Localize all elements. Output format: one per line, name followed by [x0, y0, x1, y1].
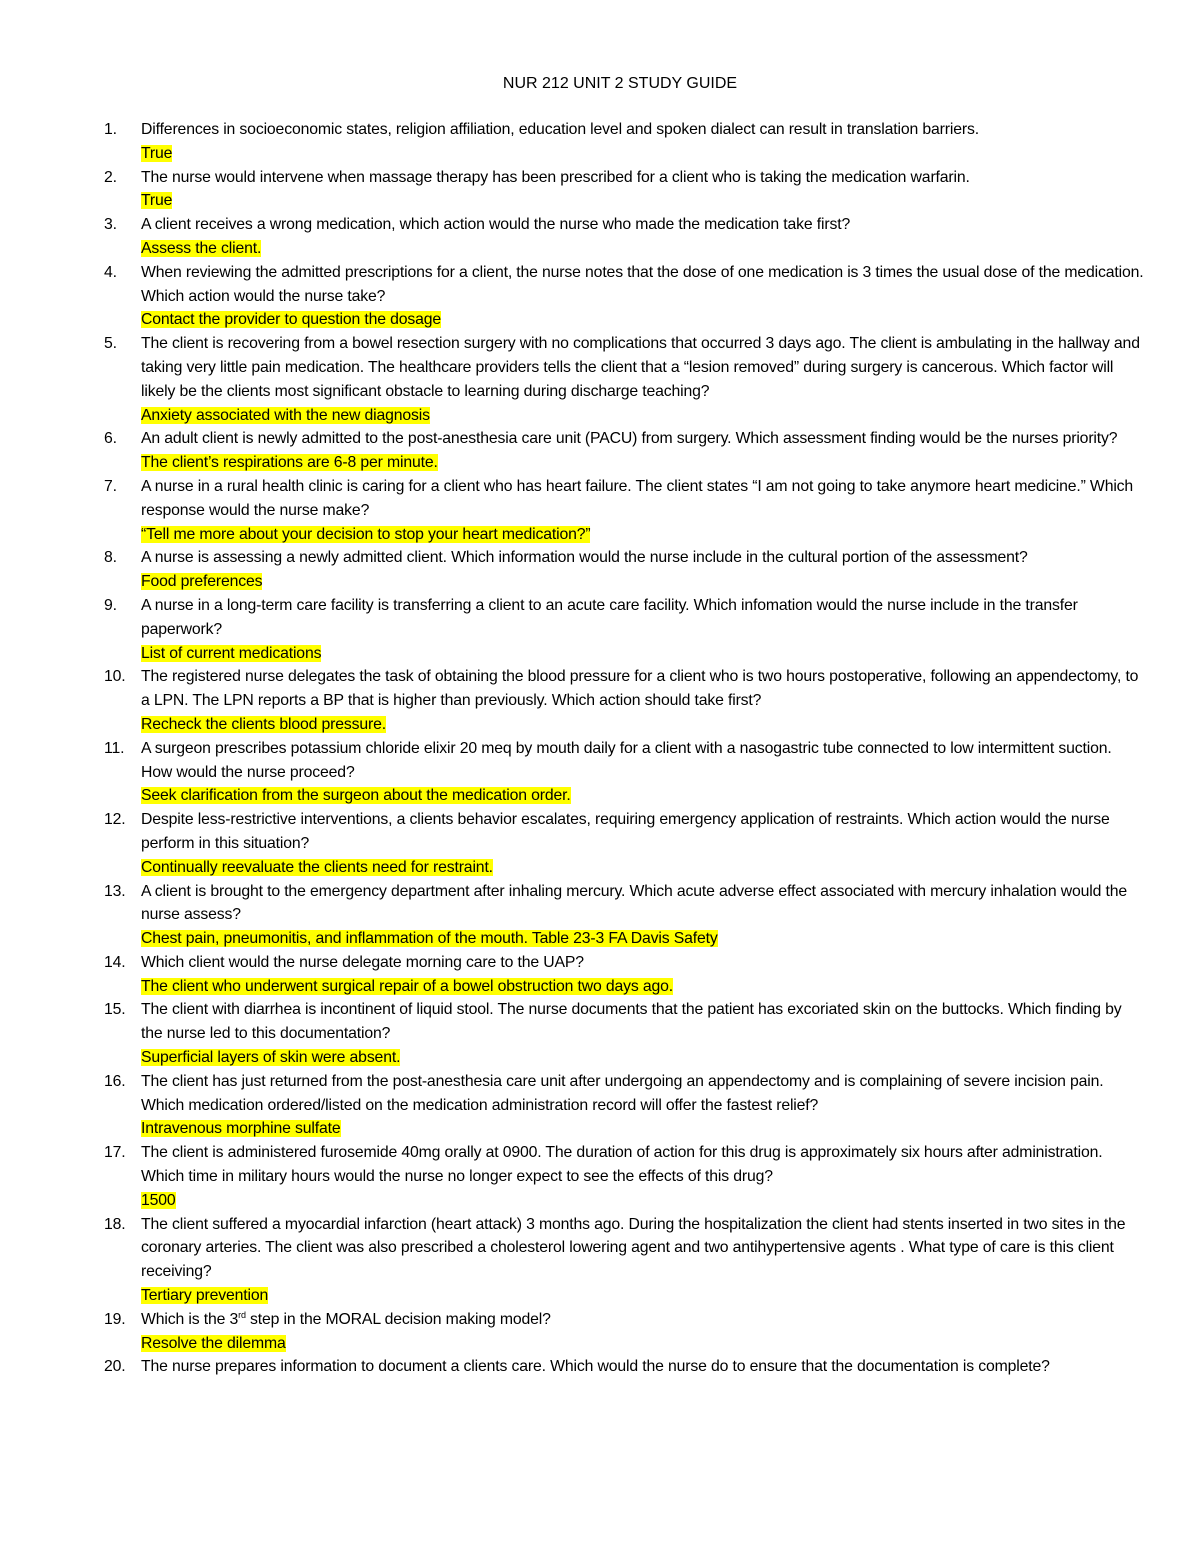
highlighted-answer: Recheck the clients blood pressure. [141, 715, 387, 733]
item-number: 4. [104, 263, 117, 281]
list-item [104, 1308, 1144, 1356]
list-item [104, 594, 1144, 665]
highlighted-answer: Chest pain, pneumonitis, and inflammation of the mouth. Table 23-3 FA Davis Safety [141, 930, 718, 948]
question-text: Which client would the nurse delegate morning care to the UAP? [141, 953, 584, 971]
list-item [104, 475, 1144, 546]
highlighted-answer: 1500 [141, 1191, 176, 1209]
list-item [104, 998, 1144, 1069]
item-number: 9. [104, 596, 117, 614]
list-item [104, 166, 1144, 214]
list-item [104, 118, 1144, 166]
question-text: The client with diarrhea is incontinent of liquid stool. The nurse documents that the patient has excoriated skin on the buttocks. Which finding by the nurse led to this documentation? [141, 1001, 1122, 1043]
item-number: 13. [104, 882, 126, 900]
highlighted-answer: Intravenous morphine sulfate [141, 1120, 341, 1138]
question-text: The client is recovering from a bowel resection surgery with no complications that occurred 3 days ago. The client is ambulating in the hallway and taking very little pain medication. The healthcare providers tells the client that a “lesion removed” during surgery is cancerous. Which factor will likely be the clients most significant obstacle to learning during discharge teaching? [141, 335, 1140, 400]
item-number: 18. [104, 1215, 126, 1233]
list-item [104, 427, 1144, 475]
item-number: 17. [104, 1144, 126, 1162]
highlighted-answer: Assess the client. [141, 239, 262, 257]
question-text: A nurse is assessing a newly admitted client. Which information would the nurse include in the cultural portion of the assessment? [141, 549, 1028, 567]
question-text [141, 1308, 1144, 1332]
item-number: 3. [104, 216, 117, 234]
highlighted-answer: Superficial layers of skin were absent. [141, 1049, 401, 1067]
question-text: The nurse would intervene when massage therapy has been prescribed for a client who is taking the medication warfarin. [141, 168, 970, 186]
list-item [104, 261, 1144, 332]
highlighted-answer: Contact the provider to question the dosage [141, 311, 442, 329]
item-number: 1. [104, 121, 117, 138]
highlighted-answer: The client’s respirations are 6-8 per minute. [141, 454, 438, 472]
item-number: 16. [104, 1072, 126, 1090]
question-text: The nurse prepares information to document a clients care. Which would the nurse do to ensure that the documentation is complete? [141, 1358, 1050, 1376]
ordinal-superscript: rd [238, 1309, 246, 1320]
list-item [104, 1213, 1144, 1308]
list-item [104, 737, 1144, 808]
question-list [104, 118, 1144, 1379]
highlighted-answer: Food preferences [141, 573, 263, 591]
list-item [104, 1070, 1144, 1141]
question-text: The client is administered furosemide 40mg orally at 0900. The duration of action for this drug is approximately six hours after administration. Which time in military hours would the nurse no longer expect to see the effects of this drug? [141, 1144, 1103, 1186]
item-number: 10. [104, 668, 126, 686]
highlighted-answer: True [141, 144, 173, 162]
item-number: 12. [104, 811, 126, 829]
question-text-end: step in the MORAL decision making model? [245, 1310, 551, 1328]
question-text: Differences in socioeconomic states, religion affiliation, education level and spoken dialect can result in translation barriers. [141, 121, 979, 138]
highlighted-answer: Tertiary prevention [141, 1287, 269, 1305]
question-text: A client is brought to the emergency department after inhaling mercury. Which acute adverse effect associated with mercury inhalation would the nurse assess? [141, 882, 1127, 924]
highlighted-answer: Continually reevaluate the clients need for restraint. [141, 858, 493, 876]
list-item [104, 665, 1144, 736]
item-number: 19. [104, 1310, 126, 1328]
question-text: An adult client is newly admitted to the post-anesthesia care unit (PACU) from surgery. Which assessment finding would be the nurses priority? [141, 430, 1118, 448]
list-item [104, 880, 1144, 951]
question-text: When reviewing the admitted prescriptions for a client, the nurse notes that the dose of one medication is 3 times the usual dose of the medication. Which action would the nurse take? [141, 263, 1144, 305]
item-number: 8. [104, 549, 117, 567]
item-number: 6. [104, 430, 117, 448]
question-text: A nurse in a long-term care facility is transferring a client to an acute care facility. Which infomation would the nurse include in the transfer paperwork? [141, 596, 1078, 638]
item-number: 15. [104, 1001, 126, 1019]
question-text: A client receives a wrong medication, which action would the nurse who made the medication take first? [141, 216, 851, 234]
list-item [104, 1141, 1144, 1212]
item-number: 2. [104, 168, 117, 186]
question-text: The registered nurse delegates the task of obtaining the blood pressure for a client who is two hours postoperative, following an appendectomy, to a LPN. The LPN reports a BP that is higher than previously. Which action should take first? [141, 668, 1139, 710]
list-item [104, 951, 1144, 999]
question-text: The client suffered a myocardial infarction (heart attack) 3 months ago. During the hospitalization the client had stents inserted in two sites in the coronary arteries. The client was also prescribed a cholesterol lowering agent and two antihypertensive agents . What type of care is this client receiving? [141, 1215, 1126, 1281]
list-item [104, 546, 1144, 594]
question-text: A surgeon prescribes potassium chloride elixir 20 meq by mouth daily for a client with a nasogastric tube connected to low intermittent suction. How would the nurse proceed? [141, 739, 1112, 781]
highlighted-answer: Anxiety associated with the new diagnosis [141, 406, 430, 424]
list-item [104, 808, 1144, 879]
highlighted-answer: The client who underwent surgical repair of a bowel obstruction two days ago. [141, 977, 673, 995]
question-text-start: Which is the 3 [141, 1310, 239, 1328]
question-text: Despite less-restrictive interventions, a clients behavior escalates, requiring emergency application of restraints. Which action would the nurse perform in this situation? [141, 811, 1110, 852]
question-text: The client has just returned from the post-anesthesia care unit after undergoing an appendectomy and is complaining of severe incision pain. Which medication ordered/listed on the medication administration record will offer the fastest relief? [141, 1072, 1104, 1114]
item-number: 11. [104, 739, 125, 757]
question-text: A nurse in a rural health clinic is caring for a client who has heart failure. The client states “I am not going to take anymore heart medicine.” Which response would the nurse make? [141, 477, 1134, 519]
highlighted-answer: Resolve the dilemma [141, 1334, 286, 1352]
item-number: 5. [104, 335, 117, 353]
item-number: 20. [104, 1358, 126, 1376]
list-item [104, 332, 1144, 427]
item-number: 14. [104, 953, 126, 971]
list-item [104, 1355, 1144, 1379]
highlighted-answer: True [141, 192, 173, 210]
document-title: NUR 212 UNIT 2 STUDY GUIDE [502, 75, 738, 92]
item-number: 7. [104, 477, 117, 495]
highlighted-answer: Seek clarification from the surgeon about the medication order. [141, 787, 571, 805]
list-item [104, 213, 1144, 261]
highlighted-answer: “Tell me more about your decision to stop your heart medication?” [141, 525, 591, 543]
highlighted-answer: List of current medications [141, 644, 322, 662]
